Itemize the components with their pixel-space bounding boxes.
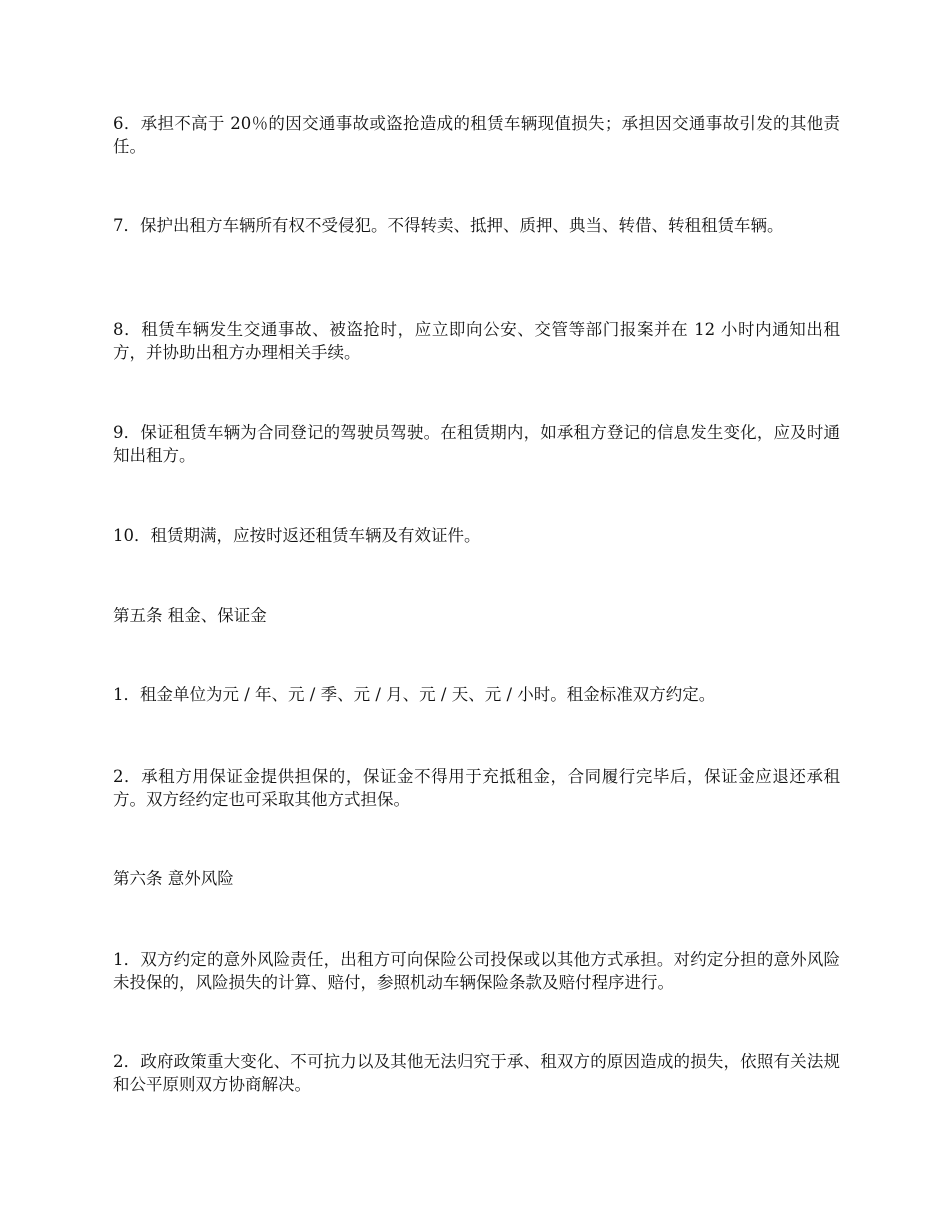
clause-item-8: 8．租赁车辆发生交通事故、被盗抢时，应立即向公安、交管等部门报案并在 12 小时内通知出租方，并协助出租方办理相关手续。 [113,320,840,362]
article-5-item-2: 2．承租方用保证金提供担保的，保证金不得用于充抵租金，合同履行完毕后，保证金应退还承租方。双方经约定也可采取其他方式担保。 [113,767,840,809]
section-heading-article-5: 第五条 租金、保证金 [113,606,267,625]
clause-item-10: 10．租赁期满，应按时返还租赁车辆及有效证件。 [113,526,481,545]
article-5-item-1: 1．租金单位为元 / 年、元 / 季、元 / 月、元 / 天、元 / 小时。租金标准双方约定。 [113,685,716,704]
section-heading-article-6: 第六条 意外风险 [113,869,234,888]
clause-item-6: 6．承担不高于 20％的因交通事故或盗抢造成的租赁车辆现值损失；承担因交通事故引发的其他责任。 [113,114,840,156]
article-6-item-1: 1．双方约定的意外风险责任，出租方可向保险公司投保或以其他方式承担。对约定分担的意外风险未投保的，风险损失的计算、赔付，参照机动车辆保险条款及赔付程序进行。 [113,950,840,992]
clause-item-9: 9．保证租赁车辆为合同登记的驾驶员驾驶。在租赁期内，如承租方登记的信息发生变化，应及时通知出租方。 [113,423,840,465]
clause-item-7: 7．保护出租方车辆所有权不受侵犯。不得转卖、抵押、质押、典当、转借、转租租赁车辆。 [113,216,784,235]
article-6-item-2: 2．政府政策重大变化、不可抗力以及其他无法归究于承、租双方的原因造成的损失，依照有关法规和公平原则双方协商解决。 [113,1052,840,1094]
